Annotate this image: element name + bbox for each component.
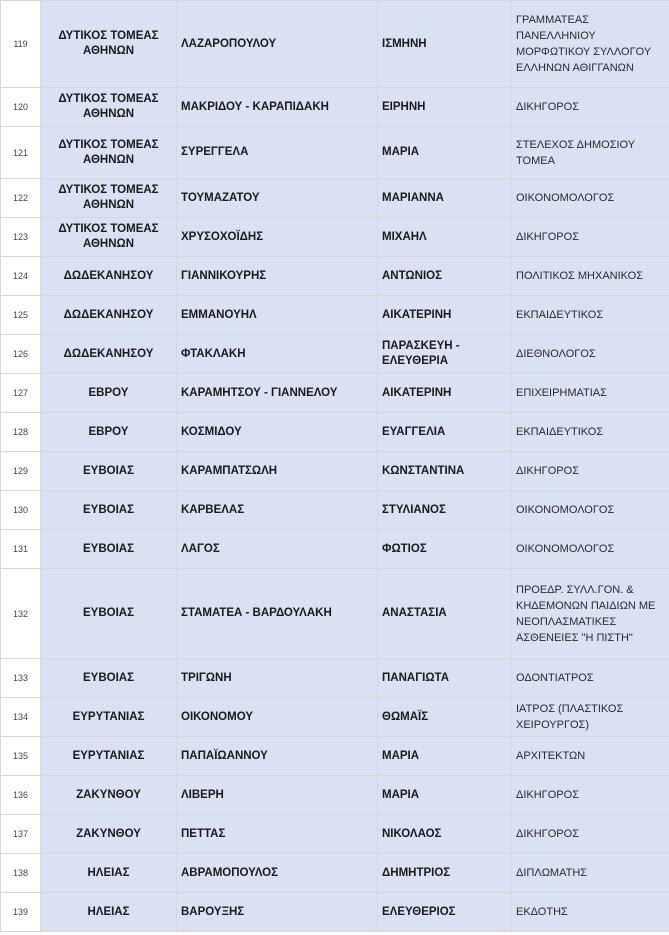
table-row: [1, 854, 669, 893]
region-text: ΖΑΚΥΝΘΟΥ: [76, 827, 141, 840]
row-number: 131: [1, 530, 41, 569]
region-text: ΕΥΒΟΙΑΣ: [83, 542, 134, 555]
table-row: [1, 776, 669, 815]
surname-cell: [177, 179, 378, 218]
region-text: ΕΥΒΟΙΑΣ: [83, 607, 134, 619]
surname-text: ΤΟΥΜΑΖΑΤΟΥ: [181, 191, 260, 204]
region-text: ΔΩΔΕΚΑΝΗΣΟΥ: [63, 308, 154, 321]
first-name-cell: [378, 179, 512, 218]
surname-cell: [177, 854, 378, 893]
region-text: ΕΒΡΟΥ: [88, 425, 129, 438]
profession-cell: [512, 776, 669, 815]
region-cell: [41, 659, 177, 698]
region-text: ΖΑΚΥΝΘΟΥ: [76, 788, 141, 801]
region-cell: [41, 491, 177, 530]
profession-cell: [512, 88, 669, 127]
surname-cell: [177, 296, 378, 335]
profession-text: ΟΔΟΝΤΙΑΤΡΟΣ: [516, 672, 594, 684]
surname-cell: [177, 335, 378, 374]
region-cell: [41, 413, 177, 452]
first-name-text: ΔΗΜΗΤΡΙΟΣ: [382, 866, 451, 879]
surname-cell: [177, 569, 378, 659]
profession-cell: [512, 698, 669, 737]
surname-text: ΚΑΡΑΜΗΤΣΟΥ - ΓΙΑΝΝΕΛΟΥ: [181, 386, 338, 399]
row-number: 132: [1, 569, 41, 659]
profession-text: ΕΠΙΧΕΙΡΗΜΑΤΙΑΣ: [516, 387, 607, 399]
row-number: 135: [1, 737, 41, 776]
profession-text: ΑΡΧΙΤΕΚΤΩΝ: [516, 750, 586, 762]
surname-text: ΚΑΡΒΕΛΑΣ: [181, 503, 245, 516]
surname-cell: [177, 374, 378, 413]
surname-cell: [177, 88, 378, 127]
surname-cell: [177, 776, 378, 815]
row-number: 133: [1, 659, 41, 698]
surname-cell: [177, 127, 378, 179]
first-name-cell: [378, 491, 512, 530]
first-name-text: ΑΝΤΩΝΙΟΣ: [382, 269, 442, 282]
row-number: 139: [1, 893, 41, 932]
first-name-cell: [378, 127, 512, 179]
region-text: ΔΥΤΙΚΟΣ ΤΟΜΕΑΣ ΑΘΗΝΩΝ: [58, 93, 159, 120]
first-name-cell: [378, 569, 512, 659]
first-name-text: ΕΥΑΓΓΕΛΙΑ: [382, 425, 446, 438]
table-row: [1, 452, 669, 491]
profession-text: ΔΙΕΘΝΟΛΟΓΟΣ: [516, 348, 596, 360]
profession-cell: [512, 569, 669, 659]
profession-text: ΔΙΚΗΓΟΡΟΣ: [516, 231, 579, 243]
row-number: 126: [1, 335, 41, 374]
profession-cell: [512, 815, 669, 854]
surname-cell: [177, 491, 378, 530]
first-name-cell: [378, 296, 512, 335]
first-name-cell: [378, 374, 512, 413]
first-name-cell: [378, 854, 512, 893]
profession-cell: [512, 257, 669, 296]
profession-cell: [512, 452, 669, 491]
row-number: 127: [1, 374, 41, 413]
profession-text: ΙΑΤΡΟΣ (ΠΛΑΣΤΙΚΟΣ ΧΕΙΡΟΥΡΓΟΣ): [516, 703, 624, 731]
profession-text: ΓΡΑΜΜΑΤΕΑΣ ΠΑΝΕΛΛΗΝΙΟΥ ΜΟΡΦΩΤΙΚΟΥ ΣΥΛΛΟΓΟΥ ΕΛΛΗΝΩΝ ΑΘΙΓΓΑΝΩΝ: [516, 14, 651, 74]
region-cell: [41, 569, 177, 659]
table-row: [1, 491, 669, 530]
row-number: 120: [1, 88, 41, 127]
region-cell: [41, 530, 177, 569]
profession-text: ΣΤΕΛΕΧΟΣ ΔΗΜΟΣΙΟΥ ΤΟΜΕΑ: [516, 138, 635, 167]
row-number: 136: [1, 776, 41, 815]
table-row: [1, 530, 669, 569]
first-name-text: ΜΑΡΙΑ: [382, 749, 420, 762]
table-row: [1, 413, 669, 452]
region-cell: [41, 218, 177, 257]
first-name-cell: [378, 659, 512, 698]
row-number: 124: [1, 257, 41, 296]
first-name-text: ΠΑΝΑΓΙΩΤΑ: [382, 671, 450, 684]
first-name-text: ΜΙΧΑΗΛ: [382, 230, 427, 243]
row-number: 122: [1, 179, 41, 218]
surname-text: ΚΑΡΑΜΠΑΤΣΩΛΗ: [181, 464, 278, 477]
region-text: ΕΥΒΟΙΑΣ: [83, 671, 134, 684]
first-name-cell: [378, 776, 512, 815]
surname-cell: [177, 893, 378, 932]
profession-text: ΕΚΔΟΤΗΣ: [516, 906, 568, 918]
region-cell: [41, 374, 177, 413]
surname-text: ΧΡΥΣΟΧΟΪΔΗΣ: [181, 230, 264, 243]
region-text: ΔΥΤΙΚΟΣ ΤΟΜΕΑΣ ΑΘΗΝΩΝ: [58, 223, 159, 250]
surname-cell: [177, 1, 378, 88]
region-cell: [41, 127, 177, 179]
first-name-cell: [378, 698, 512, 737]
profession-text: ΠΡΟΕΔΡ. ΣΥΛΛ.ΓΟΝ. & ΚΗΔΕΜΟΝΩΝ ΠΑΙΔΙΩΝ ΜΕ ΝΕΟΠΛΑΣΜΑΤΙΚΕΣ ΑΣΘΕΝΕΙΕΣ "Η ΠΙΣΤΗ": [516, 583, 656, 644]
table-row: [1, 1, 669, 88]
table-row: [1, 374, 669, 413]
row-number: 125: [1, 296, 41, 335]
region-text: ΕΥΡΥΤΑΝΙΑΣ: [72, 749, 145, 762]
profession-cell: [512, 1, 669, 88]
first-name-cell: [378, 815, 512, 854]
region-cell: [41, 698, 177, 737]
row-number: 129: [1, 452, 41, 491]
profession-cell: [512, 127, 669, 179]
region-cell: [41, 1, 177, 88]
region-cell: [41, 815, 177, 854]
surname-cell: [177, 413, 378, 452]
profession-text: ΔΙΚΗΓΟΡΟΣ: [516, 101, 579, 113]
region-text: ΕΥΒΟΙΑΣ: [83, 464, 134, 477]
profession-cell: [512, 218, 669, 257]
first-name-text: ΝΙΚΟΛΑΟΣ: [382, 827, 442, 840]
profession-cell: [512, 179, 669, 218]
first-name-cell: [378, 218, 512, 257]
row-number: 138: [1, 854, 41, 893]
table-row: [1, 179, 669, 218]
region-text: ΔΩΔΕΚΑΝΗΣΟΥ: [63, 347, 154, 360]
surname-text: ΦΤΑΚΛΑΚΗ: [181, 347, 246, 360]
first-name-text: ΑΙΚΑΤΕΡΙΝΗ: [382, 308, 452, 321]
surname-text: ΒΑΡΟΥΞΗΣ: [181, 905, 245, 918]
first-name-text: ΘΩΜΑΪΣ: [382, 710, 429, 723]
region-text: ΕΒΡΟΥ: [88, 386, 129, 399]
profession-text: ΟΙΚΟΝΟΜΟΛΟΓΟΣ: [516, 192, 615, 204]
profession-text: ΟΙΚΟΝΟΜΟΛΟΓΟΣ: [516, 543, 615, 555]
region-cell: [41, 296, 177, 335]
surname-cell: [177, 452, 378, 491]
profession-text: ΕΚΠΑΙΔΕΥΤΙΚΟΣ: [516, 426, 604, 438]
surname-cell: [177, 698, 378, 737]
region-cell: [41, 854, 177, 893]
row-number: 121: [1, 127, 41, 179]
row-number: 130: [1, 491, 41, 530]
region-cell: [41, 893, 177, 932]
surname-cell: [177, 218, 378, 257]
surname-text: ΜΑΚΡΙΔΟΥ - ΚΑΡΑΠΙΔΑΚΗ: [181, 100, 329, 113]
profession-cell: [512, 737, 669, 776]
first-name-cell: [378, 1, 512, 88]
surname-text: ΟΙΚΟΝΟΜΟΥ: [181, 710, 253, 723]
first-name-text: ΜΑΡΙΑΝΝΑ: [382, 191, 444, 204]
first-name-text: ΕΙΡΗΝΗ: [382, 100, 426, 113]
table-row: [1, 88, 669, 127]
profession-text: ΔΙΚΗΓΟΡΟΣ: [516, 789, 579, 801]
surname-text: ΕΜΜΑΝΟΥΗΛ: [181, 308, 257, 321]
region-cell: [41, 179, 177, 218]
profession-cell: [512, 854, 669, 893]
first-name-cell: [378, 737, 512, 776]
profession-cell: [512, 659, 669, 698]
first-name-text: ΠΑΡΑΣΚΕΥΗ - ΕΛΕΥΘΕΡΙΑ: [382, 340, 460, 367]
first-name-text: ΣΤΥΛΙΑΝΟΣ: [382, 503, 446, 516]
region-text: ΔΥΤΙΚΟΣ ΤΟΜΕΑΣ ΑΘΗΝΩΝ: [58, 30, 159, 57]
table-row: [1, 127, 669, 179]
table-row: [1, 335, 669, 374]
region-cell: [41, 737, 177, 776]
region-cell: [41, 452, 177, 491]
surname-text: ΛΑΓΟΣ: [181, 542, 220, 555]
table-row: [1, 698, 669, 737]
surname-text: ΣΥΡΕΓΓΕΛΑ: [181, 146, 249, 158]
region-text: ΕΥΡΥΤΑΝΙΑΣ: [72, 710, 145, 723]
first-name-cell: [378, 452, 512, 491]
surname-text: ΛΑΖΑΡΟΠΟΥΛΟΥ: [181, 37, 277, 50]
first-name-cell: [378, 257, 512, 296]
surname-text: ΛΙΒΕΡΗ: [181, 788, 224, 801]
region-text: ΗΛΕΙΑΣ: [87, 866, 130, 879]
surname-cell: [177, 257, 378, 296]
table-row: [1, 815, 669, 854]
first-name-cell: [378, 893, 512, 932]
table-row: [1, 218, 669, 257]
profession-text: ΔΙΚΗΓΟΡΟΣ: [516, 828, 579, 840]
profession-cell: [512, 491, 669, 530]
table-row: [1, 257, 669, 296]
surname-text: ΑΒΡΑΜΟΠΟΥΛΟΣ: [181, 866, 279, 879]
region-text: ΔΥΤΙΚΟΣ ΤΟΜΕΑΣ ΑΘΗΝΩΝ: [58, 138, 159, 166]
first-name-cell: [378, 530, 512, 569]
candidates-table-body: [1, 1, 669, 932]
profession-cell: [512, 413, 669, 452]
surname-cell: [177, 737, 378, 776]
region-cell: [41, 257, 177, 296]
profession-cell: [512, 893, 669, 932]
first-name-text: ΦΩΤΙΟΣ: [382, 542, 427, 555]
table-row: [1, 737, 669, 776]
row-number: 137: [1, 815, 41, 854]
profession-text: ΕΚΠΑΙΔΕΥΤΙΚΟΣ: [516, 309, 604, 321]
surname-cell: [177, 815, 378, 854]
first-name-text: ΑΝΑΣΤΑΣΙΑ: [382, 607, 447, 619]
surname-text: ΠΕΤΤΑΣ: [181, 827, 226, 840]
row-number: 128: [1, 413, 41, 452]
surname-text: ΤΡΙΓΩΝΗ: [181, 671, 232, 684]
first-name-cell: [378, 335, 512, 374]
profession-text: ΔΙΚΗΓΟΡΟΣ: [516, 465, 579, 477]
profession-text: ΔΙΠΛΩΜΑΤΗΣ: [516, 867, 588, 879]
profession-cell: [512, 296, 669, 335]
surname-cell: [177, 530, 378, 569]
table-row: [1, 893, 669, 932]
surname-text: ΚΟΣΜΙΔΟΥ: [181, 425, 242, 438]
table-row: [1, 569, 669, 659]
row-number: 119: [1, 1, 41, 88]
first-name-cell: [378, 413, 512, 452]
profession-cell: [512, 374, 669, 413]
surname-cell: [177, 659, 378, 698]
surname-text: ΓΙΑΝΝΙΚΟΥΡΗΣ: [181, 269, 267, 282]
surname-text: ΣΤΑΜΑΤΕΑ - ΒΑΡΔΟΥΛΑΚΗ: [181, 607, 332, 619]
region-text: ΔΩΔΕΚΑΝΗΣΟΥ: [63, 269, 154, 282]
first-name-text: ΚΩΝΣΤΑΝΤΙΝΑ: [382, 464, 465, 477]
region-text: ΗΛΕΙΑΣ: [87, 905, 130, 918]
first-name-text: ΙΣΜΗΝΗ: [382, 37, 427, 50]
region-text: ΕΥΒΟΙΑΣ: [83, 503, 134, 516]
surname-text: ΠΑΠΑΪΩΑΝΝΟΥ: [181, 749, 268, 762]
first-name-text: ΜΑΡΙΑ: [382, 146, 420, 158]
region-text: ΔΥΤΙΚΟΣ ΤΟΜΕΑΣ ΑΘΗΝΩΝ: [58, 184, 159, 211]
first-name-text: ΑΙΚΑΤΕΡΙΝΗ: [382, 386, 452, 399]
first-name-cell: [378, 88, 512, 127]
first-name-text: ΜΑΡΙΑ: [382, 788, 420, 801]
region-cell: [41, 335, 177, 374]
region-cell: [41, 776, 177, 815]
row-number: 123: [1, 218, 41, 257]
table-row: [1, 659, 669, 698]
region-cell: [41, 88, 177, 127]
profession-cell: [512, 530, 669, 569]
profession-text: ΟΙΚΟΝΟΜΟΛΟΓΟΣ: [516, 504, 615, 516]
profession-cell: [512, 335, 669, 374]
profession-text: ΠΟΛΙΤΙΚΟΣ ΜΗΧΑΝΙΚΟΣ: [516, 270, 644, 282]
table-row: [1, 296, 669, 335]
row-number: 134: [1, 698, 41, 737]
first-name-text: ΕΛΕΥΘΕΡΙΟΣ: [382, 905, 456, 918]
